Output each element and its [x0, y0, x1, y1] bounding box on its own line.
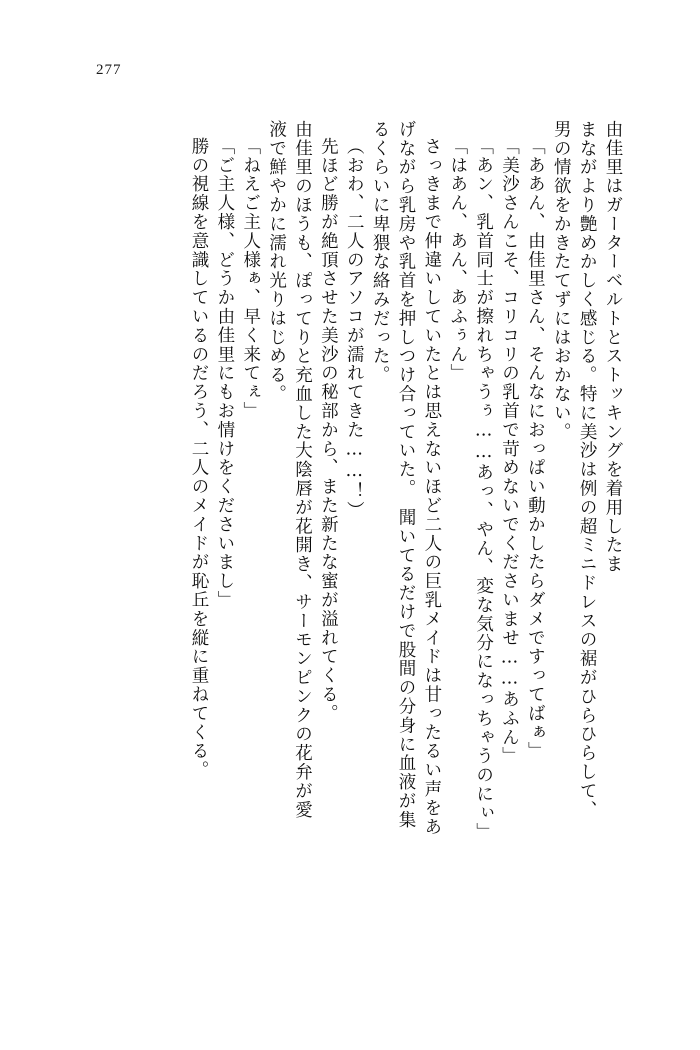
text-column: 「ああん、由佳里さん、そんなにおっぱい動かしたらダメですってばぁ」 [525, 137, 546, 761]
text-column: さっきまで仲違いしていたとは思えないほど二人の巨乳メイドは甘ったるい声をあ [421, 137, 442, 837]
text-column: 「美沙さんこそ、コリコリの乳首で苛めないでくださいませ……あふん」 [499, 137, 520, 766]
page-number: 277 [96, 62, 122, 78]
text-column: 「あン、乳首同士が擦れちゃうぅ……あっ、やん、変な気分になっちゃうのにぃ」 [473, 137, 494, 842]
text-column: 「はあん、あん、あふぅん」 [447, 137, 468, 383]
text-column: 先ほど勝が絶頂させた美沙の秘部から、また新たな蜜が溢れてくる。 [318, 137, 339, 723]
vertical-text-block [62, 120, 622, 920]
text-column: るくらいに卑猥な絡みだった。 [370, 120, 391, 385]
text-column: まながより艶めかしく感じる。特に美沙は例の超ミニドレスの裾がひらひらして、 [577, 120, 598, 820]
text-column: げながら乳房や乳首を押しつけ合っていた。 聞いてるだけで股間の分身に血液が集 [396, 120, 416, 830]
text-column: 由佳里はガーターベルトとストッキングを着用したま [603, 120, 623, 574]
text-column: 勝の視線を意識しているのだろう、二人のメイドが恥丘を縦に重ねてくる。 [189, 137, 209, 780]
text-column: 由佳里のほうも、ぽってりと充血した大陰唇が花開き、サーモンピンクの花弁が愛 [292, 120, 313, 820]
text-column: 「ご主人様、どうか由佳里にもお情けをくださいまし」 [214, 137, 235, 610]
text-column: 男の情欲をかきたてずにはおかない。 [551, 120, 572, 442]
text-column: 液で鮮やかに濡れ光りはじめる。 [266, 120, 287, 404]
text-column: 「ねえご主人様ぁ、早く来てぇ」 [240, 137, 261, 421]
text-column: （おわ、二人のアソコが濡れてきた……！） [344, 137, 365, 520]
